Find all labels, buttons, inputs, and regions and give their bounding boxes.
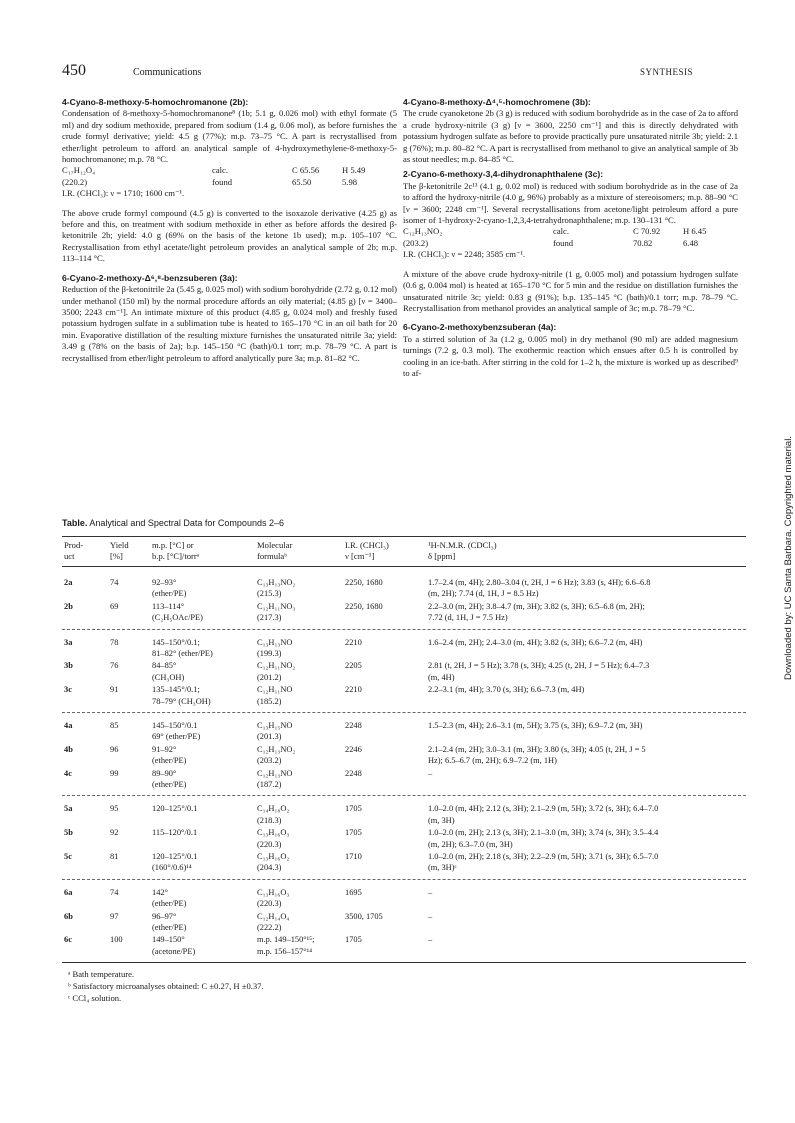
cell-ir: 2210 — [345, 637, 362, 647]
cell-nmr: 1.7–2.4 (m, 4H); 2.80–3.04 (t, 2H, J = 6 Hz); 3.83 (s, 4H); 6.6–6.8 (m, 2H); 7.74 (d, 1H, J = 8.5 Hz) — [428, 578, 651, 599]
procedure-text-4a: To a stirred solution of 3a (1.2 g, 0.005 mol) in dry methanol (90 ml) are added magnesium turnings (7.2 g, 0.3 mol). The exothermic reaction which ensues after 0.5 h is controlled by cooling in an ice-bath. After stirring in the cold for 1–2 h, the mixture is worked up as described⁹ to af- — [403, 333, 738, 378]
cell-formula: C₁₂H₁₄O₄ (222.2) — [257, 911, 290, 932]
left-column — [62, 97, 397, 364]
cell-yield: 97 — [110, 911, 119, 921]
formula-cell: C₁₇H₁₂O₄ — [62, 165, 96, 176]
cell-yield: 96 — [110, 744, 119, 754]
table-rule — [62, 879, 746, 880]
cell-ir: 1705 — [345, 804, 362, 814]
cell-yield: 69 — [110, 601, 119, 611]
cell-ir: 3500, 1705 — [345, 911, 383, 921]
right-column — [403, 97, 738, 379]
carbon-cell: C 70.92 — [633, 226, 661, 237]
cell-formula: C₁₃H₁₅NO (201.3) — [257, 721, 293, 742]
cell-mp: 145–150°/0.1 69° (ether/PE) — [152, 721, 201, 742]
table-rule — [62, 795, 746, 796]
cell-ir: 2205 — [345, 661, 362, 671]
cell-prod: 3a — [64, 637, 73, 647]
cell-prod: 4a — [64, 721, 73, 730]
analysis-row — [62, 165, 397, 188]
cell-prod: 6c — [64, 935, 72, 945]
procedure-text-2b: Condensation of 8-methoxy-5-homochromanone⁸ (1b; 5.1 g, 0.026 mol) with ethyl formate (5 ml) and dry sodium methoxide, prepared from sodium (1.4 g, 0.06 mol), as before furnishes the crude formyl derivative; yield: 4.5 g (77%); m.p. 73–75 °C. A part is recrystallised from ether/light petroleum to afford an analytical sample of 4-hydroxymethylene-8-methoxy-5-homochromanone; m.p. 78 °C. — [62, 108, 397, 165]
cell-prod: 3c — [64, 685, 72, 695]
procedure-text-3c-cont: A mixture of the above crude hydroxy-nitrile (1 g, 0.005 mol) and potassium hydrogen sulfate (0.6 g, 0.004 mol) is heated at 165–170 °C for 5 min and the residue on distillation furnishes the unsaturated nitrile 3c; yield: 0.83 g (91%); b.p. 135–145 °C (bath)/0.1 torr; m.p. 78–79 °C. Recrystallisation from methanol provides an analytical sample of 3c; m.p. 78–79 °C. — [403, 268, 738, 313]
cell-mp: 96–97° (ether/PE) — [152, 911, 187, 932]
cell-formula: C₁₃H₁₆O₃ (220.3) — [257, 828, 290, 849]
cell-mp: 135–145°/0.1; 78–79° (CH₃OH) — [152, 685, 211, 706]
table-rule — [62, 629, 746, 630]
table-caption-text: Analytical and Spectral Data for Compounds 2–6 — [89, 518, 284, 528]
header-mp: m.p. [°C] or b.p. [°C]/torrᵃ — [152, 540, 200, 561]
table-rule — [62, 536, 746, 537]
label-cell: found — [212, 176, 233, 187]
mass-cell: (220.2) — [62, 176, 88, 187]
cell-formula: C₁₄H₁₈O₂ (218.3) — [257, 804, 290, 825]
label-cell: found — [553, 237, 574, 248]
cell-yield: 91 — [110, 685, 119, 695]
cell-nmr: 2.1–2.4 (m, 2H); 3.0–3.1 (m, 3H); 3.80 (s, 3H); 4.05 (t, 2H, J = 5 Hz); 6.5–6.7 (m, 2H); 6.9–7.2 (m, 1H) — [428, 744, 646, 766]
cell-prod: 6a — [64, 887, 73, 897]
cell-ir: 2250, 1680 — [345, 578, 383, 587]
cell-mp: 115–120°/0.1 — [152, 828, 198, 838]
cell-yield: 95 — [110, 804, 119, 814]
cell-formula: C₁₂H₁₃NO₂ (203.2) — [257, 744, 296, 766]
carbon-cell: C 65.56 — [292, 165, 320, 176]
cell-mp: 113–114° (C₂H₅OAc/PE) — [152, 601, 203, 623]
cell-yield: 74 — [110, 887, 119, 897]
cell-mp: 91–92° (ether/PE) — [152, 744, 187, 766]
cell-yield: 100 — [110, 935, 123, 945]
cell-mp: 142° (ether/PE) — [152, 887, 187, 909]
cell-ir: 1705 — [345, 935, 362, 945]
label-cell: calc. — [553, 226, 569, 237]
header-yield: Yield [%] — [110, 540, 129, 561]
procedure-text-3b: The crude cyanoketone 2b (3 g) is reduced with sodium borohydride as in the case of 2a to afford a crude hydroxy-nitrile (3 g) [ν = 3600, 2250 cm⁻¹] and this is directly dehydrated with potassium hydrogen sulfate as before to provide practically pure unsaturated nitrile 3b; yield: 2.1 g (76%); m.p. 80–82 °C. A part is recrystallised from methanol to give an analytical sample of 3b as stout needles; m.p. 84–85 °C. — [403, 108, 738, 165]
hydrogen-cell: H 6.45 — [683, 226, 707, 237]
ir-line: I.R. (CHCl₃): ν = 2248; 3585 cm⁻¹. — [403, 249, 526, 260]
cell-ir: 2210 — [345, 685, 362, 695]
cell-formula: C₁₃H₁₃NO (199.3) — [257, 637, 293, 658]
table-rule — [62, 962, 746, 963]
cell-prod: 5b — [64, 828, 73, 838]
table-footnote: ᵇ Satisfactory microanalyses obtained: C ±0.27, H ±0.37. — [68, 981, 264, 992]
carbon-cell: 65.50 — [292, 176, 312, 187]
cell-mp: 92–93° (ether/PE) — [152, 578, 187, 599]
cell-formula: C₁₃H₁₆O₂ (204.3) — [257, 852, 290, 873]
hydrogen-cell: H 5.49 — [342, 165, 366, 176]
cell-nmr: 1.6–2.4 (m, 2H); 2.4–3.0 (m, 4H); 3.82 (s, 3H); 6.6–7.2 (m, 4H) — [428, 637, 643, 647]
table-footnote: ᶜ CCl₄ solution. — [68, 993, 122, 1004]
cell-yield: 78 — [110, 637, 119, 647]
cell-prod: 6b — [64, 911, 73, 921]
cell-yield: 76 — [110, 661, 119, 671]
cell-formula: m.p. 149–150°¹⁵; m.p. 156–157°¹⁴ — [257, 935, 315, 956]
cell-nmr: 1.0–2.0 (m, 2H); 2.18 (s, 3H); 2.2–2.9 (m, 5H); 3.71 (s, 3H); 6.5–7.0 (m, 3H)ᶜ — [428, 852, 659, 873]
table-rule — [62, 712, 746, 713]
page-number: 450 — [62, 62, 86, 79]
header-prod: Prod- uct — [64, 540, 84, 561]
cell-yield: 81 — [110, 852, 119, 861]
table-rule — [62, 566, 746, 567]
header-ir: I.R. (CHCl₃) ν [cm⁻¹] — [345, 540, 389, 561]
procedure-title-3a: 6-Cyano-2-methoxy-Δ⁶,⁸-benzsuberen (3a): — [62, 272, 238, 283]
procedure-title-3c: 2-Cyano-6-methoxy-3,4-dihydronaphthalene (3c): — [403, 169, 604, 180]
cell-prod: 4c — [64, 768, 72, 778]
mass-cell: (203.2) — [403, 237, 429, 248]
formula-cell: C₁₂H₁₃NO₂ — [403, 226, 443, 237]
cell-prod: 5a — [64, 804, 73, 814]
hydrogen-cell: 5.98 — [342, 176, 358, 187]
procedure-title-4a: 6-Cyano-2-methoxybenzsuberan (4a): — [403, 322, 557, 333]
cell-mp: 145–150°/0.1; 81–82° (ether/PE) — [152, 637, 213, 658]
cell-nmr: 2.2–3.1 (m, 4H); 3.70 (s, 3H); 6.6–7.3 (m, 4H) — [428, 685, 585, 695]
cell-nmr: 1.0–2.0 (m, 4H); 2.12 (s, 3H); 2.1–2.9 (m, 5H); 3.72 (s, 3H); 6.4–7.0 (m, 3H) — [428, 804, 659, 825]
ir-line: I.R. (CHCl₃): ν = 1710; 1600 cm⁻¹. — [62, 188, 185, 199]
cell-yield: 99 — [110, 768, 119, 778]
cell-mp: 120–125°/0.1 (160°/0.6)¹⁴ — [152, 852, 198, 873]
download-watermark: Downloaded by: UC Santa Barbara. Copyrighted material. — [783, 436, 794, 680]
table-footnote: ᵃ Bath temperature. — [68, 969, 135, 980]
cell-prod: 2b — [64, 601, 73, 611]
cell-nmr: – — [428, 887, 433, 897]
cell-yield: 85 — [110, 721, 119, 730]
table-caption-label: Table. — [62, 518, 88, 528]
cell-ir: 1705 — [345, 828, 362, 838]
cell-nmr: 1.0–2.0 (m, 2H); 2.13 (s, 3H); 2.1–3.0 (m, 3H); 3.74 (s, 3H); 3.5–4.4 (m, 2H); 6.3–7.0 (m, 3H) — [428, 828, 659, 849]
analysis-row — [403, 226, 738, 249]
cell-nmr: 1.5–2.3 (m, 4H); 2.6–3.1 (m, 5H); 3.75 (s, 3H); 6.9–7.2 (m, 3H) — [428, 721, 643, 730]
header-nmr: ¹H-N.M.R. (CDCl₃) δ [ppm] — [428, 540, 497, 561]
cell-nmr: – — [428, 768, 433, 778]
cell-prod: 2a — [64, 578, 73, 587]
cell-ir: 2250, 1680 — [345, 601, 383, 611]
cell-prod: 4b — [64, 744, 73, 754]
cell-ir: 1695 — [345, 887, 362, 897]
cell-ir: 2246 — [345, 744, 362, 754]
cell-ir: 1710 — [345, 852, 362, 861]
cell-yield: 74 — [110, 578, 119, 587]
procedure-text-3c: The β-ketonitrile 2c¹³ (4.1 g, 0.02 mol) is reduced with sodium borohydride as in the case of 2a to afford the hydroxy-nitrile (4.0 g, 96%) probably as a mixture of stereoisomers; m.p. 88–90 °C [ν = 3600; 2248 cm⁻¹]. Several recrystallisations from acetone/light petroleum afford a pure isomer of 1-hydroxy-2-cyano-1,2,3,4-tetrahydronaphthalene; m.p. 130–131 °C. — [403, 180, 738, 226]
cell-prod: 3b — [64, 661, 73, 671]
cell-mp: 120–125°/0.1 — [152, 804, 198, 814]
cell-yield: 92 — [110, 828, 119, 838]
hydrogen-cell: 6.48 — [683, 237, 699, 248]
procedure-text-2b-cont: The above crude formyl compound (4.5 g) is converted to the isoxazole derivative (4.25 g) as before and this, on treatment with sodium methoxide in ether as before affords the desired β-ketonitrile 2b; yield: 4.0 g (69% on the basis of the ketone 1b used); m.p. 105–107 °C. Recrystallisation from ethyl acetate/light petroleum provides an analytical sample of 2b; m.p. 113–114 °C. — [62, 207, 397, 264]
procedure-text-3a: Reduction of the β-ketonitrile 2a (5.45 g, 0.025 mol) with sodium borohydride (2.72 g, 0.12 mol) under methanol (150 ml) by the normal procedure affords an oily material; (4.85 g) [ν = 3400–3500; 2243 cm⁻¹]. An intimate mixture of this product (4.85 g, 0.024 mol) and freshly fused potassium hydrogen sulfate in a sublimation tube is heated to 165–170 °C in an oil bath for 20 min. Evaporative distillation of the resulting mixture furnishes the unsaturated nitrile 3a; yield: 3.49 g (78% on the basis of 2a); b.p. 145–150 °C (bath)/0.1 torr; m.p. 78–79 °C. A part is recrystallised from ether/light petroleum to afford analytically pure 3a; m.p. 81–82 °C. — [62, 284, 397, 363]
section-title: Communications — [133, 67, 202, 78]
procedure-title-3b: 4-Cyano-8-methoxy-Δ⁴,⁵-homochromene (3b): — [403, 97, 591, 107]
header-formula: Molecular formulaᵇ — [257, 540, 293, 561]
cell-formula: C₁₂H₁₁NO (185.2) — [257, 685, 293, 706]
cell-mp: 84–85° (CH₃OH) — [152, 661, 185, 682]
cell-formula: C₁₂H₁₃NO (187.2) — [257, 768, 293, 789]
cell-mp: 89–90° (ether/PE) — [152, 768, 187, 789]
carbon-cell: 70.82 — [633, 237, 653, 248]
cell-mp: 149–150° (acetone/PE) — [152, 935, 196, 956]
cell-ir: 2248 — [345, 768, 362, 778]
cell-formula: C₁₂H₁₁NO₃ (217.3) — [257, 601, 296, 623]
journal-name: SYNTHESIS — [640, 67, 694, 77]
cell-nmr: – — [428, 935, 433, 945]
cell-prod: 5c — [64, 852, 72, 861]
cell-formula: C₁₃H₁₃NO₂ (215.3) — [257, 578, 296, 599]
cell-nmr: 2.81 (t, 2H, J = 5 Hz); 3.78 (s, 3H); 4.25 (t, 2H, J = 5 Hz); 6.4–7.3 (m, 4H) — [428, 661, 650, 682]
cell-formula: C₁₂H₁₁NO₂ (201.2) — [257, 661, 296, 682]
cell-nmr: – — [428, 911, 433, 921]
table-caption — [62, 518, 284, 528]
cell-formula: C₁₃H₁₆O₃ (220.3) — [257, 887, 290, 909]
cell-nmr: 2.2–3.0 (m, 2H); 3.8–4.7 (m, 3H); 3.82 (s, 3H); 6.5–6.8 (m, 2H); 7.72 (d, 1H, J = 7.5 Hz) — [428, 601, 645, 623]
cell-ir: 2248 — [345, 721, 362, 730]
procedure-title-2b: 4-Cyano-8-methoxy-5-homochromanone (2b): — [62, 97, 249, 107]
label-cell: calc. — [212, 165, 228, 176]
